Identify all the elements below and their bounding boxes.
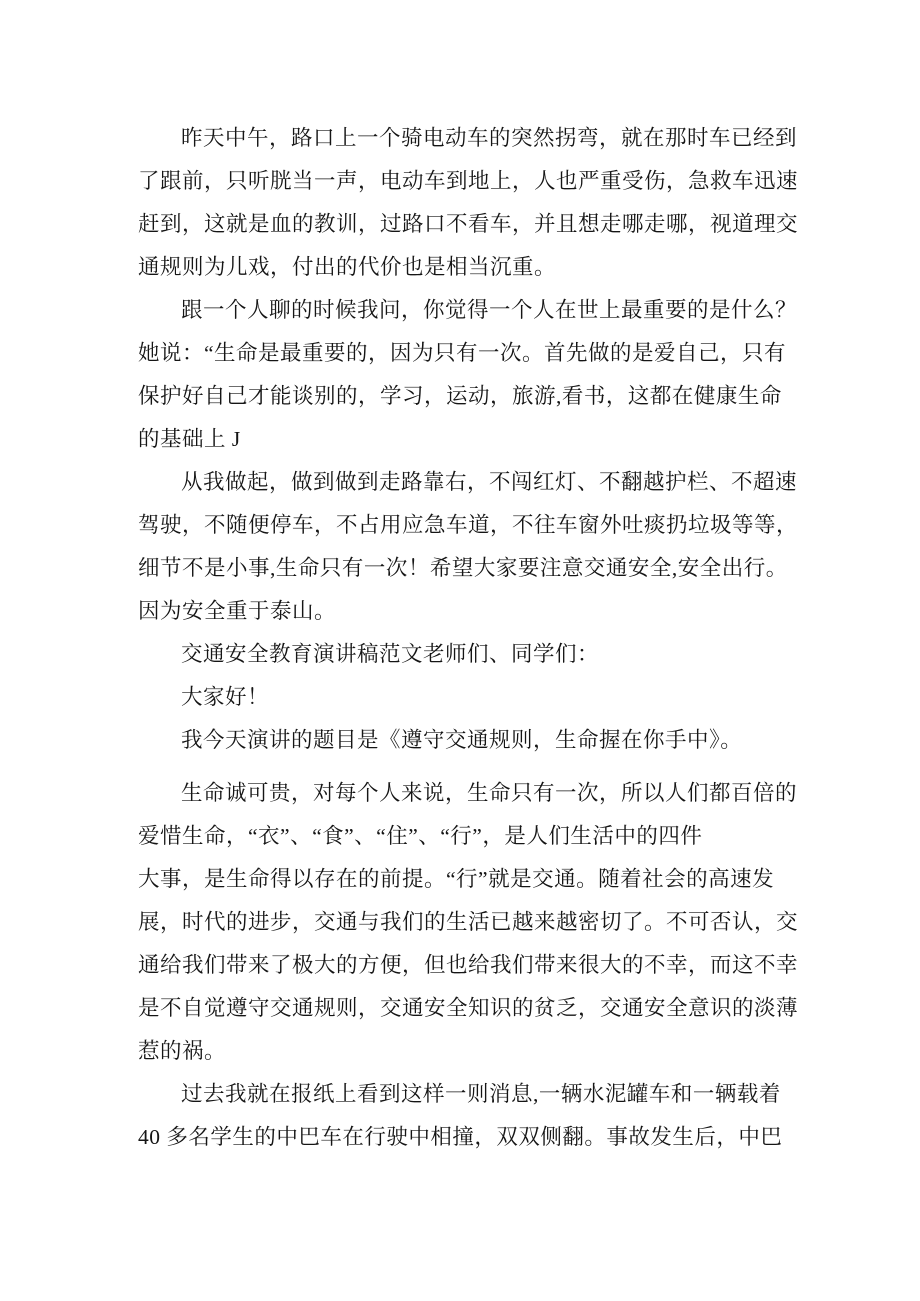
paragraph bbox=[138, 117, 799, 289]
text-line: 细节不是小事,生命只有一次！希望大家要注意交通安全,安全出行。 bbox=[138, 556, 788, 580]
text-line: 跟一个人聊的时候我问，你觉得一个人在世上最重要的是什么？ bbox=[181, 298, 798, 322]
text-line: 爱惜生命，“衣”、“食”、“住”、“行”，是人们生活中的四件 bbox=[138, 824, 703, 848]
text-line: 她说：“生命是最重要的，因为只有一次。首先做的是爱自己，只有 bbox=[138, 341, 787, 365]
text-line: 过去我就在报纸上看到这样一则消息,一辆水泥罐车和一辆载着 bbox=[181, 1082, 781, 1106]
text-line: 因为安全重于泰山。 bbox=[138, 599, 337, 623]
text-line: 昨天中午，路口上一个骑电动车的突然拐弯，就在那时车已经到 bbox=[181, 126, 798, 150]
paragraph bbox=[138, 1073, 790, 1159]
text-line: 大家好！ bbox=[181, 685, 270, 709]
paragraph bbox=[138, 289, 798, 461]
text-line: 了跟前，只听胱当一声，电动车到地上，人也严重受伤，急救车迅速 bbox=[138, 169, 799, 193]
text-line: 大事，是生命得以存在的前提。“行”就是交通。随着社会的高速发 bbox=[138, 867, 775, 891]
text-line: 的基础上 J bbox=[138, 427, 241, 451]
text-line: 从我做起，做到做到走路靠右，不闯红灯、不翻越护栏、不超速 bbox=[181, 470, 798, 494]
paragraph bbox=[138, 676, 790, 719]
text-line: 赶到，这就是血的教训，过路口不看车，并且想走哪走哪，视道理交 bbox=[138, 212, 799, 236]
text-line: 保护好自己才能谈别的，学习，运动，旅游,看书，这都在健康生命 bbox=[138, 384, 782, 408]
text-line: 我今天演讲的题目是《遵守交通规则，生命握在你手中》。 bbox=[181, 728, 743, 752]
text-line: 通规则为儿戏，付出的代价也是相当沉重。 bbox=[138, 255, 557, 279]
text-line: 惹的祸。 bbox=[138, 1039, 227, 1063]
document-text bbox=[138, 117, 799, 1159]
text-line: 40 多名学生的中巴车在行驶中相撞，双双侧翻。事故发生后，中巴 bbox=[138, 1125, 783, 1149]
text-line: 展，时代的进步，交通与我们的生活已越来越密切了。不可否认，交 bbox=[138, 910, 799, 934]
paragraph bbox=[138, 772, 799, 1073]
text-line: 生命诚可贵，对每个人来说，生命只有一次，所以人们都百倍的 bbox=[181, 781, 798, 805]
text-line: 通给我们带来了极大的方便，但也给我们带来很大的不幸，而这不幸 bbox=[138, 953, 799, 977]
text-line: 是不自觉遵守交通规则，交通安全知识的贫乏，交通安全意识的淡薄 bbox=[138, 996, 799, 1020]
paragraph bbox=[138, 719, 790, 762]
text-line: 驾驶，不随便停车，不占用应急车道，不往车窗外吐痰扔垃圾等等， bbox=[138, 513, 799, 537]
text-line: 交通安全教育演讲稿范文老师们、同学们： bbox=[181, 642, 600, 666]
paragraph bbox=[138, 461, 799, 633]
paragraph bbox=[138, 633, 790, 676]
